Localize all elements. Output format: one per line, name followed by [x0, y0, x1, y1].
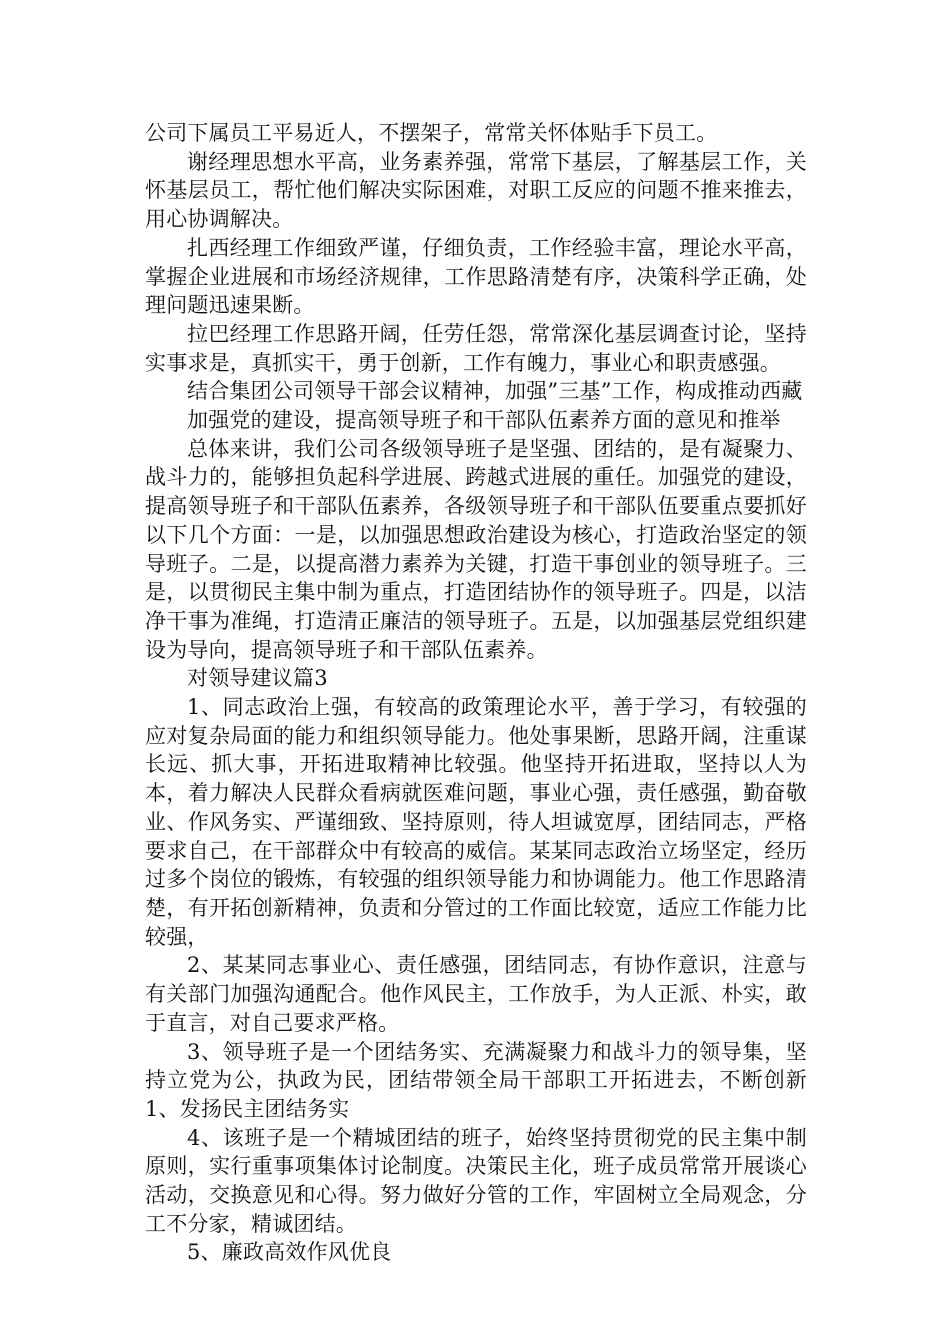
paragraph-party-building: 加强党的建设，提高领导班子和干部队伍素养方面的意见和推举 [187, 408, 781, 433]
paragraph-group-meeting: 结合集团公司领导干部会议精神，加强”三基”工作，构成推动西藏 [187, 379, 803, 404]
paragraph-zhaxi-manager: 扎西经理工作细致严谨，仔细负责，工作经验丰富，理论水平高，掌握企业进展和市场经济规律，工作思路清楚有序，决策科学正确，处理问题迅速果断。 [145, 235, 807, 318]
paragraph-laba-manager: 拉巴经理工作思路开阔，任劳任怨，常常深化基层调查讨论，坚持实事求是，真抓实干，勇于创新，工作有魄力，事业心和职责感强。 [145, 321, 807, 375]
paragraph-item-4: 4、该班子是一个精城团结的班子，始终坚持贯彻党的民主集中制原则，实行重事项集体讨论制度。决策民主化，班子成员常常开展谈心活动，交换意见和心得。努力做好分管的工作，牢固树立全局观念，分工不分家，精诚团结。 [145, 1125, 807, 1236]
paragraph-item-3: 3、领导班子是一个团结务实、充满凝聚力和战斗力的领导集，坚持立党为公，执政为民，团结带领全局干部职工开拓进去，不断创新 1、发扬民主团结务实 [145, 1039, 807, 1121]
section-heading: 对领导建议篇3 [187, 666, 328, 691]
paragraph-xie-manager: 谢经理思想水平高，业务素养强，常常下基层，了解基层工作，关怀基层员工，帮忙他们解决实际困难，对职工反应的问题不推来推去，用心协调解决。 [145, 149, 807, 232]
document-body [145, 119, 807, 1267]
paragraph-item-2: 2、某某同志事业心、责任感强，团结同志，有协作意识，注意与有关部门加强沟通配合。他作风民主，工作放手，为人正派、朴实，敢于直言，对自己要求严格。 [145, 953, 807, 1035]
paragraph-summary: 总体来讲，我们公司各级领导班子是坚强、团结的，是有凝聚力、战斗力的，能够担负起科学进展、跨越式进展的重任。加强党的建设，提高领导班子和干部队伍素养，各级领导班子和干部队伍要重点要抓好以下几个方面：一是，以加强思想政治建设为核心，打造政治坚定的领导班子。二是，以提高潜力素养为关键，打造干事创业的领导班子。三是，以贯彻民主集中制为重点，打造团结协作的领导班子。四是，以洁净干事为准绳，打造清正廉洁的领导班子。五是，以加强基层党组织建设为导向，提高领导班子和干部队伍素养。 [145, 436, 807, 662]
paragraph-continuation: 公司下属员工平易近人，不摆架子，常常关怀体贴手下员工。 [145, 121, 718, 145]
paragraph-item-5: 5、廉政高效作风优良 [187, 1240, 392, 1265]
paragraph-item-1: 1、同志政治上强，有较高的政策理论水平，善于学习，有较强的应对复杂局面的能力和组织领导能力。他处事果断，思路开阔，注重谋长远、抓大事，开拓进取精神比较强。他坚持开拓进取，坚持以人为本，着力解决人民群众看病就医难问题，事业心强，责任感强，勤奋敬业、作风务实、严谨细致、坚持原则，待人坦诚宽厚，团结同志，严格要求自己，在干部群众中有较高的威信。某某同志政治立场坚定，经历过多个岗位的锻炼，有较强的组织领导能力和协调能力。他工作思路清楚，有开拓创新精神，负责和分管过的工作面比较宽，适应工作能力比较强， [145, 695, 807, 949]
